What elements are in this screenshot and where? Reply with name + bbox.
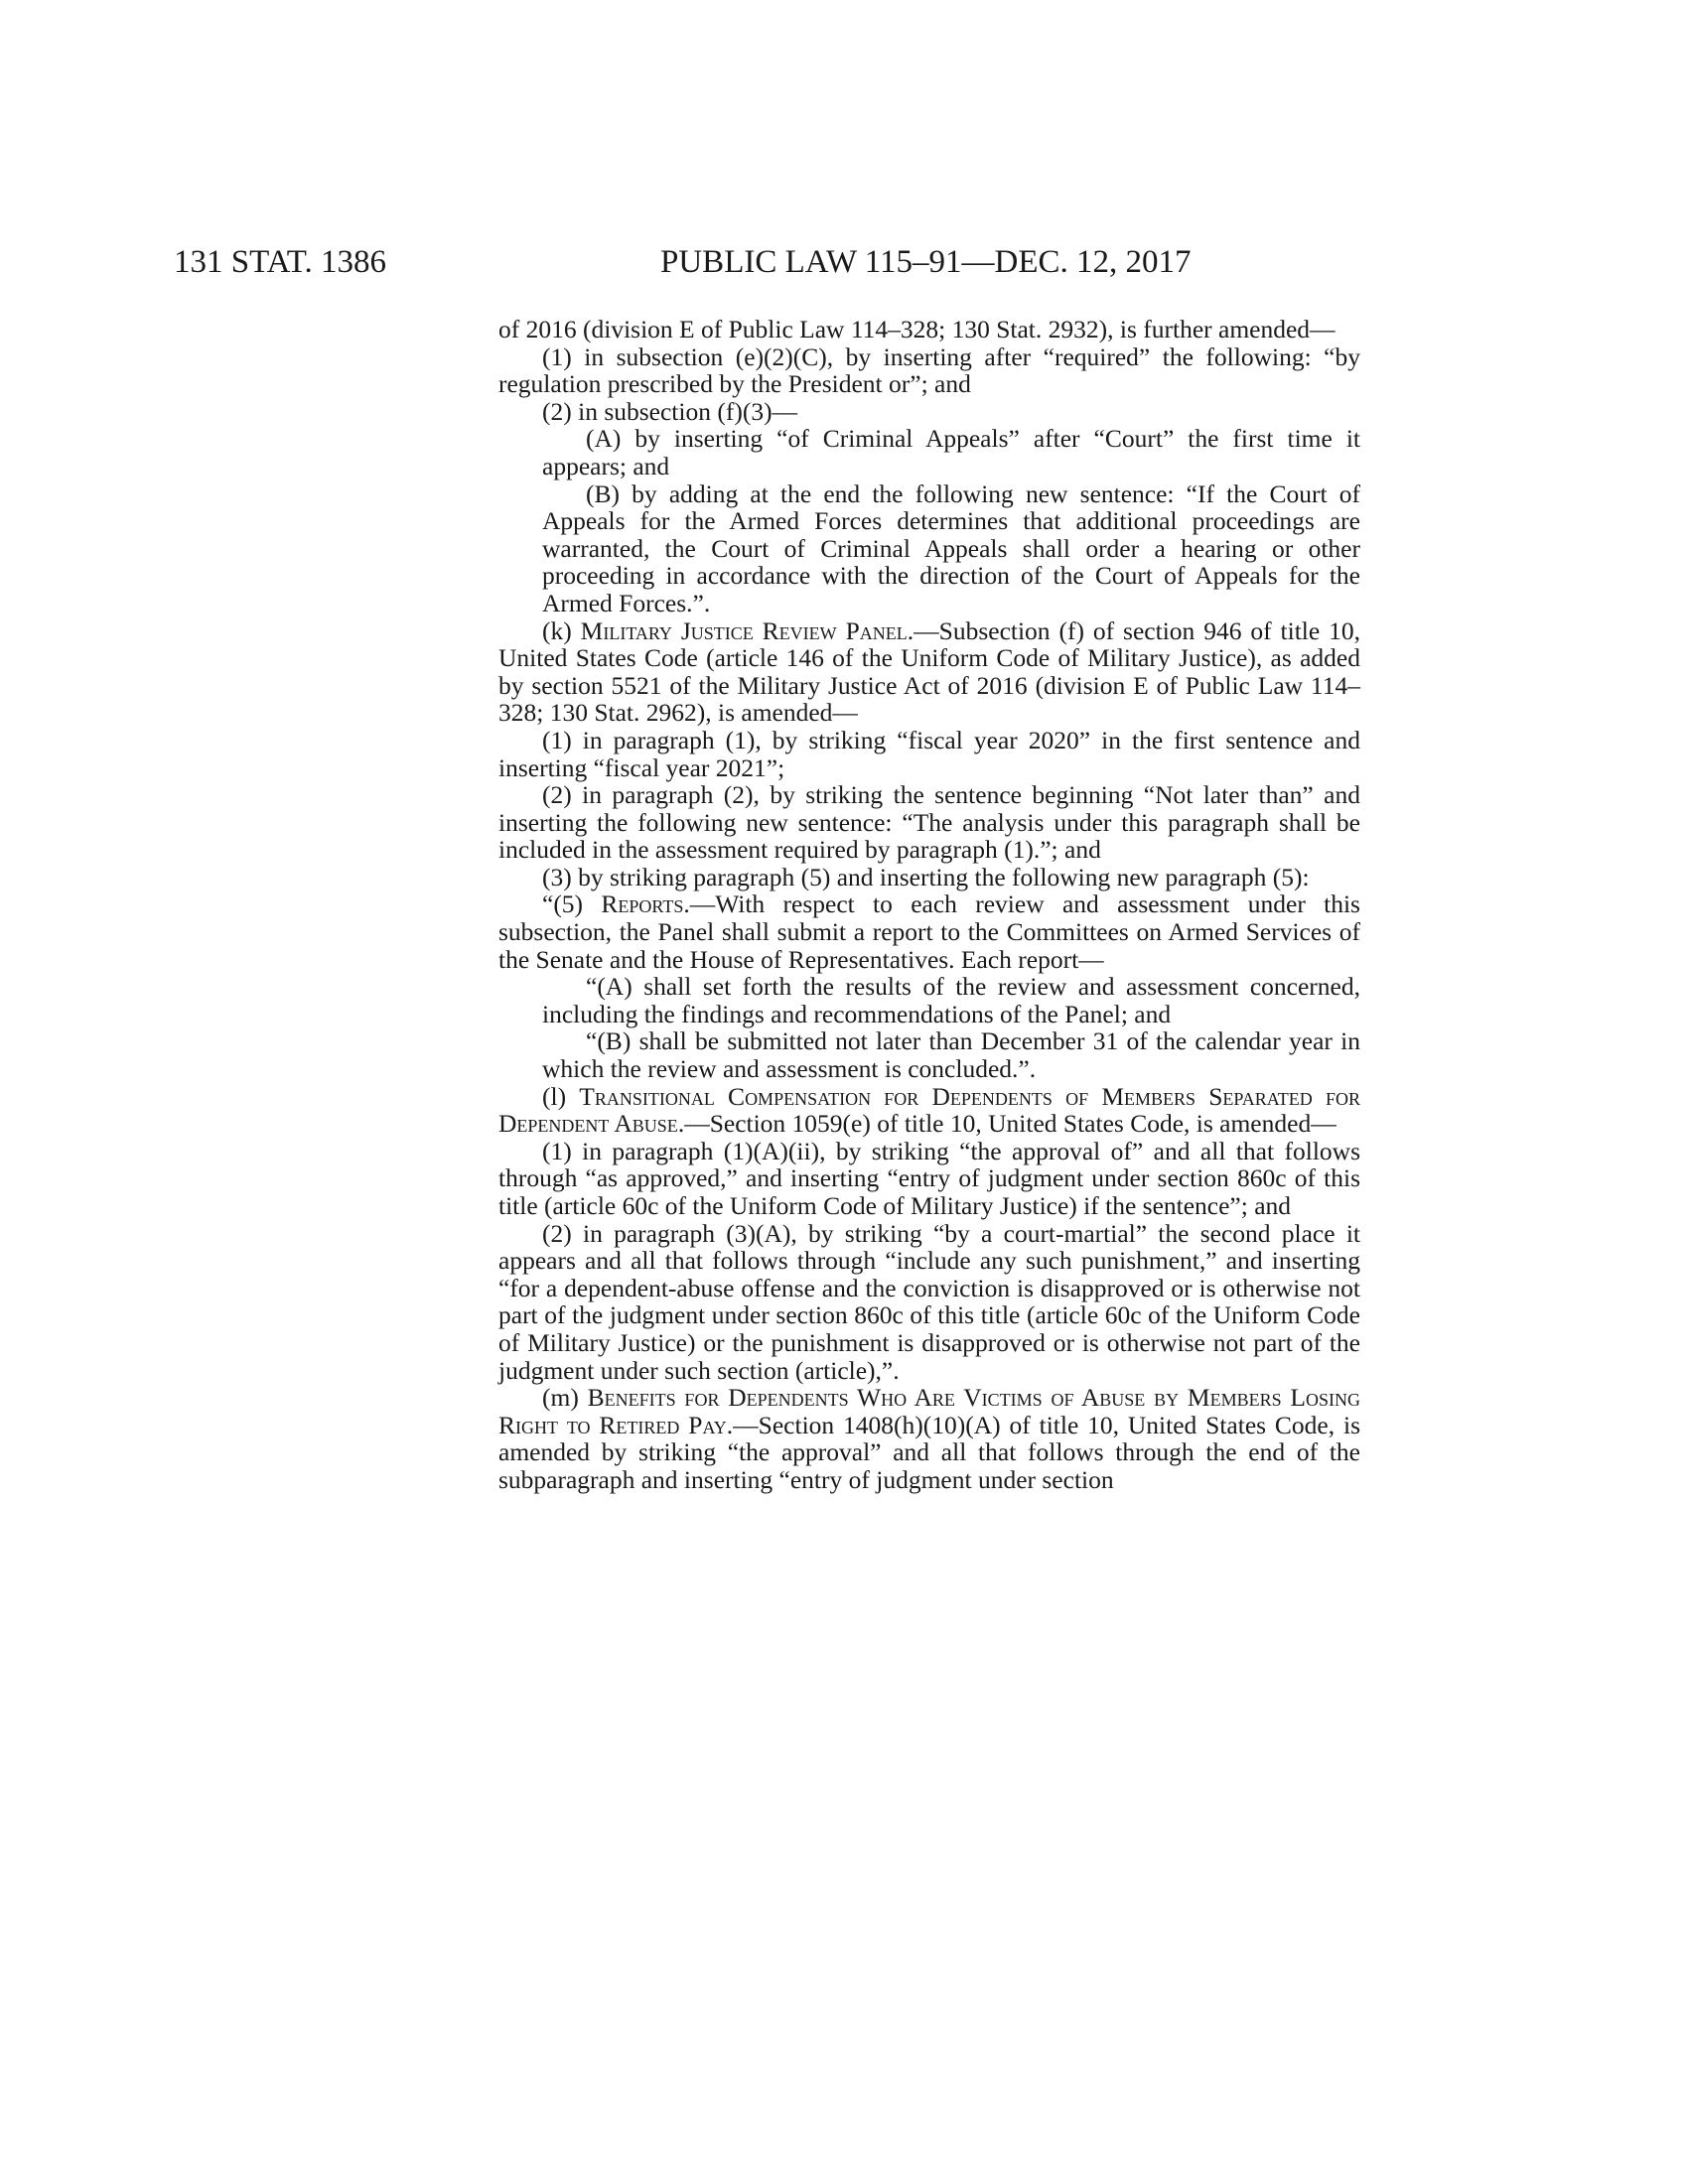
subsection-l-text: .—Section 1059(e) of title 10, United States Code, is amended— <box>677 1109 1336 1139</box>
subsection-k-text: .—Subsection (f) of section 946 of title 10, United States Code (article 146 of the Uniform Code of Military Justice), as added by section 5521 of the Military Justice Act of 2016 (division E of Public Law 114–328; 130 Stat. 2962), is amended— <box>498 615 1361 728</box>
subsection-m-label: (m) <box>542 1383 588 1413</box>
paragraph-item-2: (2) in subsection (f)(3)— <box>542 396 798 426</box>
subsection-l-label: (l) <box>542 1081 580 1111</box>
inserted-subparagraph-b: “(B) shall be submitted not later than December 31 of the calendar year in which the review and assessment is concluded.”. <box>542 1026 1360 1084</box>
paragraph-k-2: (2) in paragraph (2), by striking the sentence beginning “Not later than” and inserting the following new sentence: “The analysis under this paragraph shall be included in the assessment required by paragraph (1).”; and <box>498 780 1360 865</box>
paragraph-l-1: (1) in paragraph (1)(A)(ii), by striking “the approval of” and all that follows through “as approved,” and inserting “entry of judgment under section 860c of this title (article 60c of the Uniform Code of Military Justice) if the sentence”; and <box>498 1136 1360 1220</box>
statute-citation: 131 STAT. 1386 <box>174 244 387 280</box>
inserted-paragraph-5-heading: Reports <box>601 889 684 919</box>
subparagraph-a: (A) by inserting “of Criminal Appeals” after “Court” the first time it appears; and <box>542 424 1360 480</box>
paragraph-continuation: of 2016 (division E of Public Law 114–328; 130 Stat. 2932), is further amended— <box>498 315 1336 343</box>
inserted-paragraph-5-text: .—With respect to each review and assessment under this subsection, the Panel shall submit a report to the Committees on Armed Services of the Senate and the House of Representatives. Each report— <box>498 889 1360 974</box>
inserted-paragraph-5 <box>498 890 1360 973</box>
subsection-l <box>498 1083 1360 1138</box>
inserted-paragraph-5-label: “(5) <box>542 889 602 919</box>
paragraph-k-3: (3) by striking paragraph (5) and inserting the following new paragraph (5): <box>542 862 1310 891</box>
paragraph-l-2: (2) in paragraph (3)(A), by striking “by a court-martial” the second place it appears and all that follows through “include any such punishment,” and inserting “for a dependent-abuse offense and the conviction is disapproved or is otherwise not part of the judgment under section 860c of this title (article 60c of the Uniform Code of Military Justice) or the punishment is disapproved or is otherwise not part of the judgment under such section (article),”. <box>498 1218 1360 1385</box>
subsection-k-label: (k) <box>542 615 581 645</box>
subparagraph-b: (B) by adding at the end the following new sentence: “If the Court of Appeals for the Armed Forces determines that additional proceedings are warranted, the Court of Criminal Appeals shall order a hearing or other proceeding in accordance with the direction of the Court of Appeals for the Armed Forces.”. <box>542 478 1360 617</box>
subsection-m <box>498 1384 1360 1493</box>
subsection-k <box>498 617 1360 727</box>
subsection-k-heading: Military Justice Review Panel <box>580 615 908 645</box>
paragraph-k-1: (1) in paragraph (1), by striking “fiscal year 2020” in the first sentence and inserting “fiscal year 2021”; <box>498 725 1360 782</box>
subsection-l-heading: Transitional Compensation for Dependents of Members Separated for Dependent Abuse <box>498 1081 1360 1139</box>
public-law-title: PUBLIC LAW 115–91—DEC. 12, 2017 <box>660 244 1192 280</box>
inserted-subparagraph-a: “(A) shall set forth the results of the review and assessment concerned, including the findings and recommendations of the Panel; and <box>542 972 1360 1028</box>
paragraph-item-1: (1) in subsection (e)(2)(C), by inserting after “required” the following: “by regulation prescribed by the President or”; and <box>498 341 1360 399</box>
statute-text-column <box>498 316 1360 1494</box>
subsection-m-heading: Benefits for Dependents Who Are Victims of Abuse by Members Losing Right to Retired Pay <box>498 1383 1360 1439</box>
page-header <box>0 242 1688 292</box>
subsection-m-text: .—Section 1408(h)(10)(A) of title 10, United States Code, is amended by striking “the approval” and all that follows through the end of the subparagraph and inserting “entry of judgment under section <box>498 1410 1361 1494</box>
